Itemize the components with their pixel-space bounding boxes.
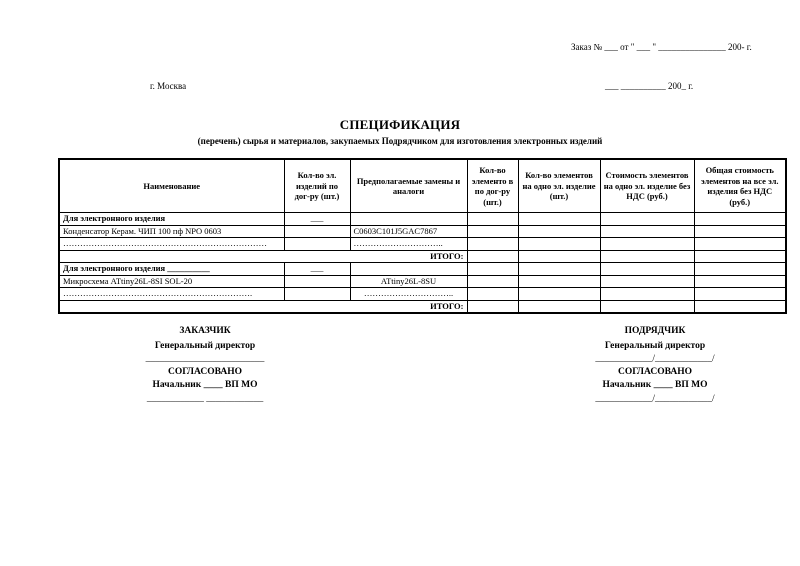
- column-header-elements-per-product: Кол-во элементов на одно эл. изделие (шт.): [518, 159, 600, 213]
- group-qty-blank: ___: [284, 263, 350, 276]
- order-number-line: Заказ № ___ от " ___ " _______________ 200- г.: [571, 42, 752, 52]
- contractor-sign-line: ____________/____________/: [595, 354, 715, 364]
- table-row: [59, 275, 786, 288]
- group-total-label: ИТОГО:: [59, 300, 467, 313]
- date-line: ___ __________ 200_ г.: [605, 81, 694, 91]
- city-label: г. Москва: [150, 81, 187, 91]
- contractor-title: ПОДРЯДЧИК: [624, 326, 686, 336]
- column-header-analogs: Предполагаемые замены и аналоги: [350, 159, 467, 213]
- document-title: СПЕЦИФИКАЦИЯ: [339, 117, 461, 132]
- specification-table: [58, 158, 787, 314]
- table-group-row: [59, 263, 786, 276]
- column-header-product-qty: Кол-во эл. изделий по дог-ру (шт.): [284, 159, 350, 213]
- group-label: Для электронного изделия: [59, 213, 284, 226]
- document-subtitle: (перечень) сырья и материалов, закупаемых Подрядчиком для изготовления электронных изделий: [197, 136, 603, 146]
- contractor-chief: Начальник ____ ВП МО: [602, 380, 708, 390]
- item-name: ………………………………………………………….: [59, 288, 284, 301]
- item-analog: ATtiny26L-8SU: [350, 275, 467, 288]
- table-total-row: [59, 250, 786, 263]
- table-row: [59, 225, 786, 238]
- customer-chief: Начальник ____ ВП МО: [152, 380, 258, 390]
- contractor-position: Генеральный директор: [604, 341, 706, 351]
- group-total-label: ИТОГО:: [59, 250, 467, 263]
- customer-sign-line: _________________________: [145, 354, 265, 364]
- item-name: Конденсатор Керам. ЧИП 100 пф NPO 0603: [59, 225, 284, 238]
- item-analog: C0603C101J5GAC7867: [350, 225, 467, 238]
- contractor-agreed: СОГЛАСОВАНО: [618, 367, 692, 377]
- item-analog: …………………………..: [350, 288, 467, 301]
- customer-chief-line: ____________ ____________: [146, 394, 264, 404]
- table-total-row: [59, 300, 786, 313]
- table-header-row: [59, 159, 786, 213]
- group-qty-blank: ___: [284, 213, 350, 226]
- table-row: [59, 238, 786, 251]
- customer-title: ЗАКАЗЧИК: [179, 326, 231, 336]
- column-header-unit-cost: Стоимость элементов на одно эл. изделие без НДС (руб.): [600, 159, 694, 213]
- group-label: Для электронного изделия __________: [59, 263, 284, 276]
- column-header-total-cost: Общая стоимость элементов на все эл. изделия без НДС (руб.): [694, 159, 786, 213]
- table-row: [59, 288, 786, 301]
- contractor-chief-line: ____________/____________/: [595, 394, 715, 404]
- column-header-element-qty: Кол-во элементо в по дог-ру (шт.): [467, 159, 518, 213]
- customer-position: Генеральный директор: [154, 341, 256, 351]
- item-name: ………………………………………………………………: [59, 238, 284, 251]
- customer-agreed: СОГЛАСОВАНО: [168, 367, 242, 377]
- table-group-row: [59, 213, 786, 226]
- item-name: Микросхема ATtiny26L-8SI SOL-20: [59, 275, 284, 288]
- column-header-name: Наименование: [59, 159, 284, 213]
- item-analog: …………………………..: [350, 238, 467, 251]
